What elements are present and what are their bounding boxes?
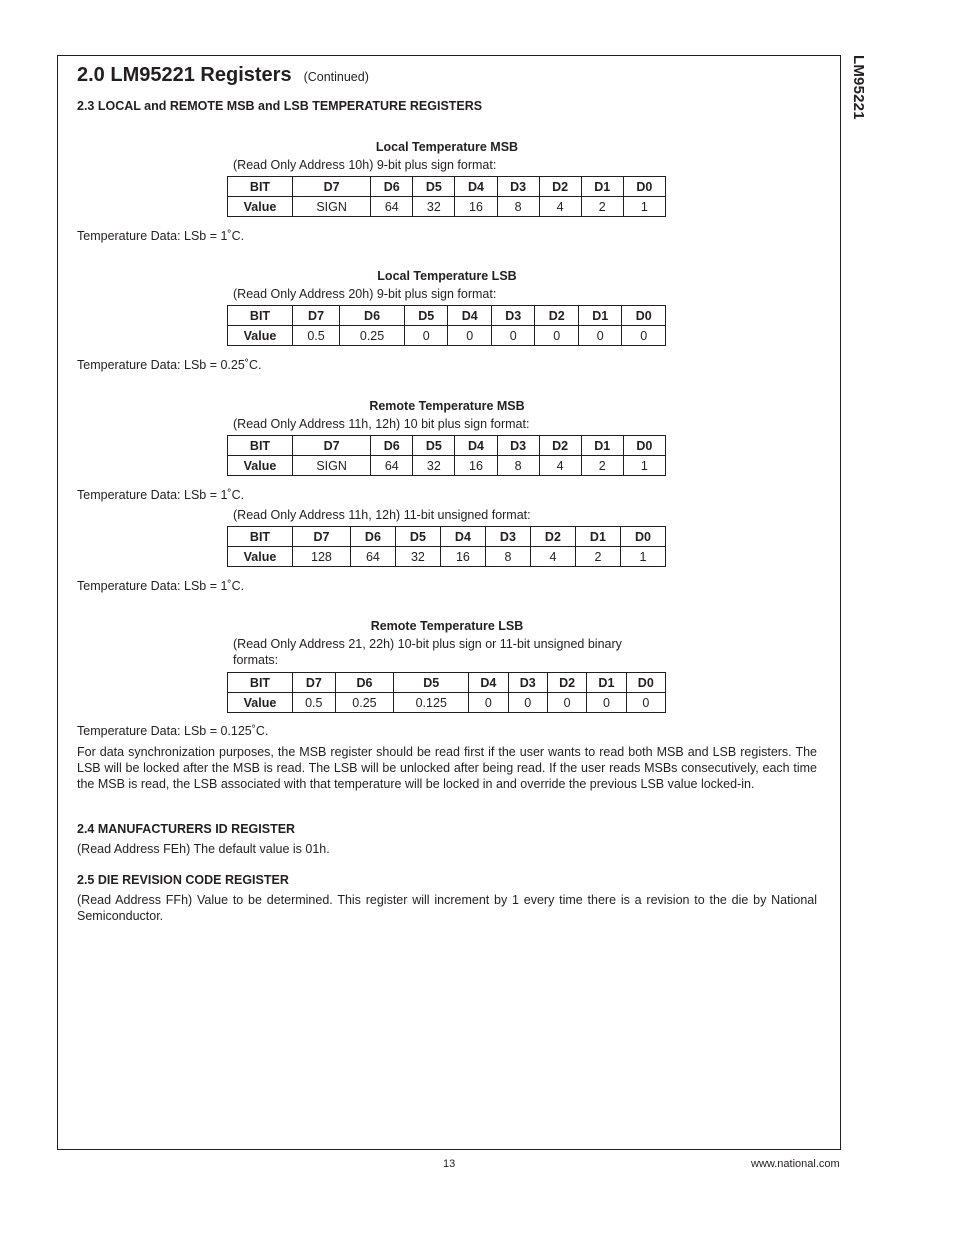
table-note: (Read Only Address 11h, 12h) 11-bit unsigned format: [233, 508, 531, 522]
value-cell: 0 [508, 693, 547, 713]
section-2-4-text: (Read Address FEh) The default value is 01h. [77, 842, 330, 856]
bit-cell: D6 [340, 306, 405, 326]
value-cell: SIGN [293, 197, 371, 217]
value-cell: 0 [535, 326, 578, 346]
value-cell: Value [228, 456, 293, 476]
bit-cell: D0 [620, 527, 665, 547]
value-cell: 16 [440, 547, 485, 567]
section-heading-2-4: 2.4 MANUFACTURERS ID REGISTER [77, 822, 296, 836]
bit-cell: BIT [228, 306, 293, 326]
bit-cell: D0 [623, 177, 665, 197]
table-note: (Read Only Address 10h) 9-bit plus sign format: [233, 158, 497, 172]
register-table-local-lsb [227, 305, 666, 346]
bit-cell: D1 [587, 673, 626, 693]
bit-cell: D0 [623, 436, 665, 456]
value-cell: 0 [578, 326, 621, 346]
value-cell: 8 [497, 197, 539, 217]
lsb-note: Temperature Data: LSb = 1˚C. [77, 488, 245, 502]
value-cell: 8 [485, 547, 530, 567]
value-cell: 0 [622, 326, 666, 346]
bit-cell: D7 [293, 673, 336, 693]
value-cell: 1 [620, 547, 665, 567]
bit-cell: D5 [395, 527, 440, 547]
section-heading-2-3: 2.3 LOCAL and REMOTE MSB and LSB TEMPERATURE REGISTERS [77, 99, 483, 113]
bit-cell: D7 [293, 436, 371, 456]
table-row-bits [228, 673, 666, 693]
table-caption: Remote Temperature MSB [369, 399, 525, 413]
bit-cell: BIT [228, 527, 293, 547]
value-cell: Value [228, 197, 293, 217]
table-caption: Remote Temperature LSB [370, 619, 524, 633]
value-cell: 0 [448, 326, 491, 346]
bit-cell: D3 [508, 673, 547, 693]
side-part-label: LM95221 [850, 55, 867, 120]
value-cell: 1 [623, 456, 665, 476]
footer-url[interactable]: www.national.com [751, 1158, 840, 1170]
value-cell: 0.25 [335, 693, 394, 713]
table-row-bits [228, 306, 666, 326]
page-border [57, 55, 841, 1150]
bit-cell: D5 [413, 177, 455, 197]
bit-cell: D1 [581, 436, 623, 456]
table-note: (Read Only Address 21, 22h) 10-bit plus sign or 11-bit unsigned binary formats: [233, 637, 622, 667]
value-cell: 4 [539, 456, 581, 476]
table-note: (Read Only Address 20h) 9-bit plus sign format: [233, 287, 497, 301]
lsb-note: Temperature Data: LSb = 0.125˚C. [77, 724, 269, 738]
bit-cell: D4 [469, 673, 508, 693]
bit-cell: D4 [455, 177, 497, 197]
bit-cell: D4 [455, 436, 497, 456]
value-cell: 2 [575, 547, 620, 567]
table-row-bits [228, 177, 666, 197]
table-row-bits [228, 436, 666, 456]
value-cell: 0.5 [293, 693, 336, 713]
value-cell: 1 [623, 197, 665, 217]
value-cell: 4 [539, 197, 581, 217]
value-cell: 0 [491, 326, 534, 346]
value-cell: 0 [626, 693, 665, 713]
bit-cell: D4 [448, 306, 491, 326]
bit-cell: D1 [581, 177, 623, 197]
lsb-note: Temperature Data: LSb = 0.25˚C. [77, 358, 262, 372]
value-cell: 32 [413, 197, 455, 217]
bit-cell: D5 [413, 436, 455, 456]
bit-cell: D7 [293, 527, 351, 547]
section-2-5-text: (Read Address FFh) Value to be determined. This register will increment by 1 every time there is a revision to the die by National Semiconductor. [77, 893, 817, 923]
bit-cell: D0 [626, 673, 665, 693]
page-title [77, 64, 369, 87]
title-continued: (Continued) [303, 70, 369, 84]
value-cell: 0 [547, 693, 586, 713]
value-cell: Value [228, 693, 293, 713]
bit-cell: D3 [491, 306, 534, 326]
bit-cell: D1 [578, 306, 621, 326]
section-heading-2-5: 2.5 DIE REVISION CODE REGISTER [77, 873, 289, 887]
table-caption: Local Temperature MSB [375, 140, 519, 154]
lsb-note: Temperature Data: LSb = 1˚C. [77, 229, 245, 243]
value-cell: 16 [455, 197, 497, 217]
register-table-remote-lsb [227, 672, 666, 713]
bit-cell: D4 [440, 527, 485, 547]
register-table-local-msb [227, 176, 666, 217]
bit-cell: BIT [228, 673, 293, 693]
value-cell: 128 [293, 547, 351, 567]
bit-cell: BIT [228, 436, 293, 456]
value-cell: Value [228, 547, 293, 567]
bit-cell: D2 [547, 673, 586, 693]
bit-cell: D7 [293, 177, 371, 197]
bit-cell: D7 [293, 306, 340, 326]
table-caption: Local Temperature LSB [377, 269, 517, 283]
table-row-values [228, 197, 666, 217]
title-text: 2.0 LM95221 Registers [77, 64, 292, 86]
table-row-values [228, 693, 666, 713]
table-row-values [228, 547, 666, 567]
register-table-remote-msb [227, 435, 666, 476]
bit-cell: D0 [622, 306, 666, 326]
value-cell: 0.125 [394, 693, 469, 713]
bit-cell: D6 [371, 436, 413, 456]
bit-cell: D5 [405, 306, 448, 326]
value-cell: 0 [587, 693, 626, 713]
bit-cell: D5 [394, 673, 469, 693]
bit-cell: D3 [485, 527, 530, 547]
value-cell: 32 [413, 456, 455, 476]
bit-cell: D2 [539, 177, 581, 197]
value-cell: 2 [581, 197, 623, 217]
value-cell: 0 [405, 326, 448, 346]
page-number: 13 [443, 1158, 456, 1170]
bit-cell: D6 [371, 177, 413, 197]
value-cell: 64 [371, 456, 413, 476]
bit-cell: D6 [350, 527, 395, 547]
value-cell: 0.25 [340, 326, 405, 346]
value-cell: 32 [395, 547, 440, 567]
value-cell: 2 [581, 456, 623, 476]
value-cell: 8 [497, 456, 539, 476]
table-row-values [228, 326, 666, 346]
value-cell: 0 [469, 693, 508, 713]
bit-cell: D1 [575, 527, 620, 547]
bit-cell: D3 [497, 436, 539, 456]
value-cell: 16 [455, 456, 497, 476]
bit-cell: D6 [335, 673, 394, 693]
value-cell: Value [228, 326, 293, 346]
value-cell: SIGN [293, 456, 371, 476]
value-cell: 0.5 [293, 326, 340, 346]
table-row-bits [228, 527, 666, 547]
value-cell: 4 [530, 547, 575, 567]
bit-cell: D2 [539, 436, 581, 456]
table-note: (Read Only Address 11h, 12h) 10 bit plus sign format: [233, 417, 530, 431]
value-cell: 64 [350, 547, 395, 567]
register-table-remote-msb-unsigned [227, 526, 666, 567]
bit-cell: D2 [535, 306, 578, 326]
table-row-values [228, 456, 666, 476]
bit-cell: D3 [497, 177, 539, 197]
value-cell: 64 [371, 197, 413, 217]
sync-paragraph: For data synchronization purposes, the MSB register should be read first if the user wants to read both MSB and LSB registers. The LSB will be locked after the MSB is read. The LSB will be unlocked after being read. If the user reads MSBs consecutively, each time the MSB is read, the LSB associated with that temperature will be locked in and override the previous LSB value locked-in. [77, 745, 817, 791]
bit-cell: BIT [228, 177, 293, 197]
lsb-note: Temperature Data: LSb = 1˚C. [77, 579, 245, 593]
bit-cell: D2 [530, 527, 575, 547]
